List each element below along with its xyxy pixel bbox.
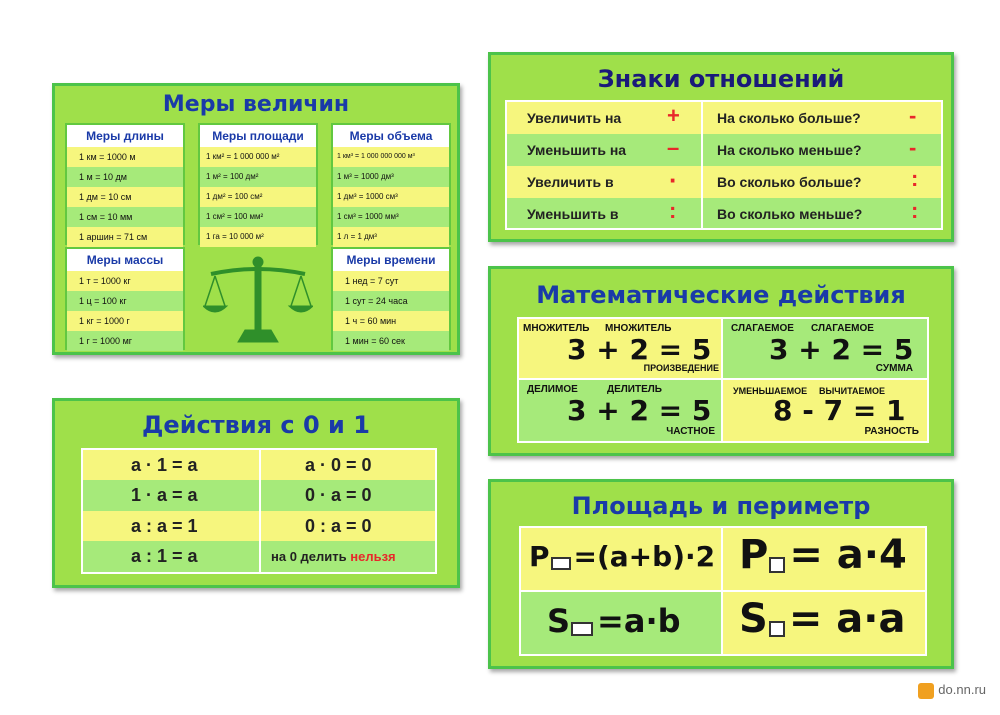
time-row: 1 сут = 24 часа	[333, 291, 449, 311]
area-perim-title: Площадь и периметр	[571, 492, 871, 520]
rel-left-3: Уменьшить в	[527, 206, 619, 222]
square-icon	[769, 557, 785, 573]
zo-last-prefix: на 0 делить	[271, 549, 351, 564]
time-row: 1 нед = 7 сут	[333, 271, 449, 291]
length-row: 1 аршин = 71 см	[67, 227, 183, 247]
math-top2-3: ВЫЧИТАЕМОЕ	[819, 386, 886, 396]
area-row: 1 см² = 100 мм²	[200, 207, 316, 227]
zo-right-2: 0 : a = 0	[305, 516, 372, 536]
length-header: Меры длины	[67, 125, 183, 147]
zo-left-3: a : 1 = a	[131, 546, 198, 566]
relations-table	[505, 100, 943, 230]
s-sq-letter: S	[739, 596, 768, 642]
volume-header: Меры объема	[333, 125, 449, 147]
math-top1-3: УМЕНЬШАЕМОЕ	[733, 386, 808, 396]
measures-poster	[52, 83, 460, 355]
rel-sign-left-2: ·	[669, 165, 678, 195]
p-sq-formula	[739, 532, 907, 578]
math-top2-0: МНОЖИТЕЛЬ	[605, 323, 672, 334]
relations-poster	[488, 52, 954, 242]
s-rect-cell	[521, 592, 721, 654]
zo-divider	[259, 450, 261, 572]
time-row: 1 мин = 60 сек	[333, 331, 449, 351]
zo-right-0: a · 0 = 0	[305, 455, 372, 475]
area-perim-poster	[488, 479, 954, 669]
math-bottom-3: РАЗНОСТЬ	[864, 426, 919, 437]
volume-row: 1 км³ = 1 000 000 000 м³	[333, 147, 449, 167]
p-rect-expression: =(a+b)·2	[573, 540, 716, 573]
zero-one-poster	[52, 398, 460, 588]
area-row: 1 га = 10 000 м²	[200, 227, 316, 247]
s-rect-letter: S	[547, 602, 571, 640]
zo-left-1: 1 · a = a	[131, 485, 198, 505]
rel-sign-right-3: :	[911, 198, 919, 223]
mass-row: 1 кг = 1000 г	[67, 311, 183, 331]
volume-row: 1 м³ = 1000 дм³	[333, 167, 449, 187]
area-perim-grid	[519, 526, 927, 656]
area-header: Меры площади	[200, 125, 316, 147]
p-sq-letter: P	[739, 532, 769, 578]
math-cell-1	[723, 319, 927, 378]
watermark	[918, 682, 986, 699]
length-row: 1 см = 10 мм	[67, 207, 183, 227]
rel-left-2: Увеличить в	[527, 174, 614, 190]
p-rect-formula	[529, 540, 715, 573]
time-table	[331, 247, 451, 350]
scales-icon	[203, 254, 313, 346]
rel-sign-left-0: +	[667, 103, 680, 128]
rel-left-1: Уменьшить на	[527, 142, 627, 158]
mass-table	[65, 247, 185, 350]
length-row: 1 дм = 10 см	[67, 187, 183, 207]
math-bottom-0: ПРОИЗВЕДЕНИЕ	[643, 363, 719, 373]
math-expr-3: 8 - 7 = 1	[773, 394, 906, 427]
zo-right-1: 0 · a = 0	[305, 485, 372, 505]
math-top2-1: СЛАГАЕМОЕ	[811, 323, 874, 334]
s-sq-cell	[723, 592, 925, 654]
s-rect-expression: =a·b	[597, 602, 681, 640]
math-poster	[488, 266, 954, 456]
p-sq-expression: = a·4	[789, 532, 907, 578]
volume-row: 1 дм³ = 1000 см³	[333, 187, 449, 207]
relations-title: Знаки отношений	[597, 65, 845, 93]
square-icon	[769, 621, 785, 637]
mass-row: 1 г = 1000 мг	[67, 331, 183, 351]
math-cell-3	[723, 380, 927, 441]
mass-row: 1 ц = 100 кг	[67, 291, 183, 311]
area-row: 1 м² = 100 дм²	[200, 167, 316, 187]
area-row: 1 км² = 1 000 000 м²	[200, 147, 316, 167]
zo-last-red: нельзя	[350, 549, 396, 564]
math-grid	[517, 317, 929, 443]
time-header: Меры времени	[333, 249, 449, 271]
watermark-text: do.nn.ru	[938, 682, 986, 698]
math-top2-2: ДЕЛИТЕЛЬ	[607, 384, 662, 395]
rel-right-3: Во сколько меньше?	[717, 206, 863, 222]
rel-right-2: Во сколько больше?	[717, 174, 862, 190]
zo-left-0: a · 1 = a	[131, 455, 198, 475]
math-top1-0: МНОЖИТЕЛЬ	[523, 323, 590, 334]
rectangle-icon	[551, 557, 571, 570]
measures-title: Меры величин	[162, 92, 350, 117]
p-sq-cell	[723, 528, 925, 590]
zero-one-table	[81, 448, 437, 574]
math-top1-1: СЛАГАЕМОЕ	[731, 323, 794, 334]
zo-left-2: a : a = 1	[131, 516, 198, 536]
rel-right-0: На сколько больше?	[717, 110, 861, 126]
rel-sign-right-2: :	[911, 166, 919, 191]
s-sq-formula	[739, 596, 905, 642]
volume-table	[331, 123, 451, 245]
math-title: Математические действия	[536, 281, 906, 309]
p-rect-cell	[521, 528, 721, 590]
s-rect-formula	[547, 602, 681, 640]
mass-header: Меры массы	[67, 249, 183, 271]
math-cell-2	[519, 380, 721, 441]
area-table	[198, 123, 318, 245]
volume-row: 1 см³ = 1000 мм³	[333, 207, 449, 227]
rel-divider	[701, 102, 703, 228]
rel-left-0: Увеличить на	[527, 110, 622, 126]
zero-one-title: Действия с 0 и 1	[142, 411, 370, 439]
zo-right-3	[271, 549, 396, 564]
length-row: 1 м = 10 дм	[67, 167, 183, 187]
length-table	[65, 123, 185, 245]
p-rect-letter: P	[529, 540, 550, 573]
mass-row: 1 т = 1000 кг	[67, 271, 183, 291]
rectangle-icon	[571, 622, 593, 636]
math-bottom-1: СУММА	[875, 363, 913, 374]
rel-sign-right-1: -	[909, 135, 917, 160]
time-row: 1 ч = 60 мин	[333, 311, 449, 331]
site-logo-icon	[918, 683, 934, 699]
length-row: 1 км = 1000 м	[67, 147, 183, 167]
rel-sign-left-3: :	[669, 198, 677, 223]
rel-sign-right-0: -	[909, 103, 917, 128]
math-cell-0	[519, 319, 721, 378]
area-row: 1 дм² = 100 см²	[200, 187, 316, 207]
rel-right-1: На сколько меньше?	[717, 142, 862, 158]
math-top1-2: ДЕЛИМОЕ	[527, 384, 578, 395]
math-expr-0: 3 + 2 = 5	[567, 333, 712, 366]
rel-sign-left-1: –	[667, 135, 680, 160]
s-sq-expression: = a·a	[788, 596, 906, 642]
math-bottom-2: ЧАСТНОЕ	[666, 426, 715, 437]
math-expr-2: 3 + 2 = 5	[567, 394, 712, 427]
volume-row: 1 л = 1 дм³	[333, 227, 449, 247]
math-expr-1: 3 + 2 = 5	[769, 333, 914, 366]
